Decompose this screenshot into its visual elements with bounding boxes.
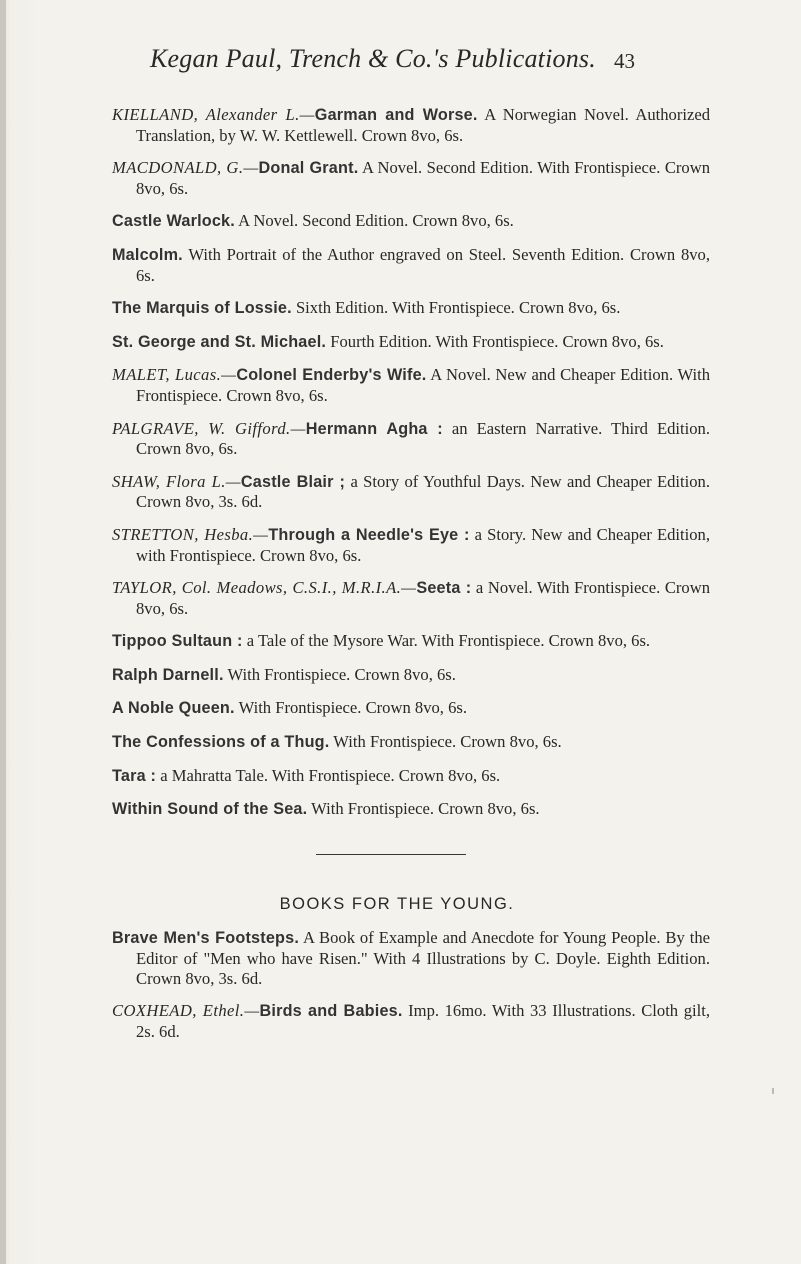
entry-description: A Norwegian Novel. Authorized Translation, by W. W. Kettlewell. Crown 8vo, 6s. (136, 105, 710, 145)
catalogue-entry (112, 211, 710, 232)
entry-title: A Noble Queen. (112, 699, 235, 718)
catalogue-entry (112, 799, 710, 820)
catalogue-entry (112, 732, 710, 753)
entry-title: Castle Warlock. (112, 212, 235, 231)
catalogue-entry (112, 631, 710, 652)
entry-title: Tippoo Sultaun : (112, 632, 243, 651)
entry-title: Donal Grant. (258, 159, 359, 178)
entry-description: With Frontispiece. Crown 8vo, 6s. (234, 698, 467, 718)
entry-description: With Portrait of the Author engraved on Steel. Seventh Edition. Crown 8vo, 6s. (136, 244, 710, 285)
entry-description: a Novel. With Frontispiece. Crown 8vo, 6s. (136, 578, 711, 618)
page-binding-edge (0, 0, 6, 1264)
entry-title: Garman and Worse. (314, 106, 478, 124)
entry-title: Castle Blair ; (240, 472, 346, 491)
entry-description: Fourth Edition. With Frontispiece. Crown 8vo, 6s. (326, 331, 664, 351)
catalogue-body (112, 105, 710, 1054)
catalogue-entry (112, 419, 710, 459)
entry-title: Tara : (112, 766, 157, 785)
entry-author: TAYLOR, Col. Meadows, C.S.I., M.R.I.A.— (112, 578, 417, 598)
entry-description: an Eastern Narrative. Third Edition. Crown 8vo, 6s. (136, 418, 711, 459)
catalogue-entry (112, 525, 710, 565)
section-heading: BOOKS FOR THE YOUNG. (279, 894, 515, 913)
catalogue-entry (112, 158, 710, 198)
catalogue-entry (112, 472, 710, 512)
catalogue-entry (112, 105, 710, 145)
catalogue-entry (112, 698, 710, 719)
entry-title: Seeta : (416, 579, 472, 598)
entry-title: Ralph Darnell. (112, 665, 224, 684)
entry-author: PALGRAVE, W. Gifford.— (112, 418, 306, 438)
catalogue-entry (112, 365, 710, 405)
catalogue-entry (112, 928, 710, 988)
entry-author: COXHEAD, Ethel.— (112, 1001, 260, 1021)
young-entry-list (112, 928, 710, 1041)
entry-title: Hermann Agha : (305, 419, 443, 438)
entry-description: a Tale of the Mysore War. With Frontispiece. Crown 8vo, 6s. (242, 631, 651, 651)
entry-author: SHAW, Flora L.— (112, 471, 241, 491)
entry-author: MACDONALD, G.— (112, 158, 259, 178)
entry-description: A Book of Example and Anecdote for Young People. By the Editor of "Men who have Risen." With 4 Illustrations by C. Doyle. Eighth Edition. Crown 8vo, 3s. 6d. (136, 928, 710, 988)
entry-title: The Marquis of Lossie. (112, 299, 292, 318)
catalogue-entry (112, 766, 710, 787)
catalogue-entry (112, 578, 710, 618)
section-divider (316, 854, 466, 855)
entry-title: Brave Men's Footsteps. (112, 929, 300, 948)
entry-description: With Frontispiece. Crown 8vo, 6s. (223, 664, 456, 684)
entry-title: Through a Needle's Eye : (268, 525, 470, 544)
entry-description: A Novel. Second Edition. Crown 8vo, 6s. (234, 211, 514, 231)
entry-description: Imp. 16mo. With 33 Illustrations. Cloth gilt, 2s. 6d. (136, 1001, 710, 1041)
catalogue-entry (112, 332, 710, 353)
catalogue-entry (112, 665, 710, 686)
entry-description: A Novel. New and Cheaper Edition. With Frontispiece. Crown 8vo, 6s. (136, 365, 711, 405)
catalogue-entry (112, 1001, 710, 1041)
entry-title: St. George and St. Michael. (112, 332, 327, 351)
running-head: Kegan Paul, Trench & Co.'s Publications. (150, 44, 596, 73)
catalogue-entry (112, 298, 710, 319)
entry-author: MALET, Lucas.— (112, 365, 237, 385)
entry-title: Malcolm. (112, 245, 183, 264)
entry-title: Within Sound of the Sea. (112, 800, 308, 819)
entry-author: KIELLAND, Alexander L.— (112, 105, 315, 124)
catalogue-entry (112, 245, 710, 285)
entry-description: a Story. New and Cheaper Edition, with Frontispiece. Crown 8vo, 6s. (136, 524, 710, 565)
page-number: 43 (614, 49, 635, 73)
entry-list (112, 105, 710, 820)
entry-description: a Mahratta Tale. With Frontispiece. Crown 8vo, 6s. (156, 765, 501, 785)
entry-title: The Confessions of a Thug. (112, 733, 330, 752)
entry-author: STRETTON, Hesba.— (112, 524, 269, 544)
entry-description: a Story of Youthful Days. New and Cheaper Edition. Crown 8vo, 3s. 6d. (136, 471, 710, 512)
print-speck (772, 1088, 774, 1094)
entry-description: With Frontispiece. Crown 8vo, 6s. (329, 732, 562, 752)
entry-description: A Novel. Second Edition. With Frontispiece. Crown 8vo, 6s. (136, 158, 710, 198)
entry-title: Colonel Enderby's Wife. (236, 366, 427, 385)
page-header (150, 44, 650, 84)
entry-description: Sixth Edition. With Frontispiece. Crown 8vo, 6s. (291, 298, 621, 318)
entry-title: Birds and Babies. (259, 1002, 403, 1021)
entry-description: With Frontispiece. Crown 8vo, 6s. (307, 799, 540, 819)
